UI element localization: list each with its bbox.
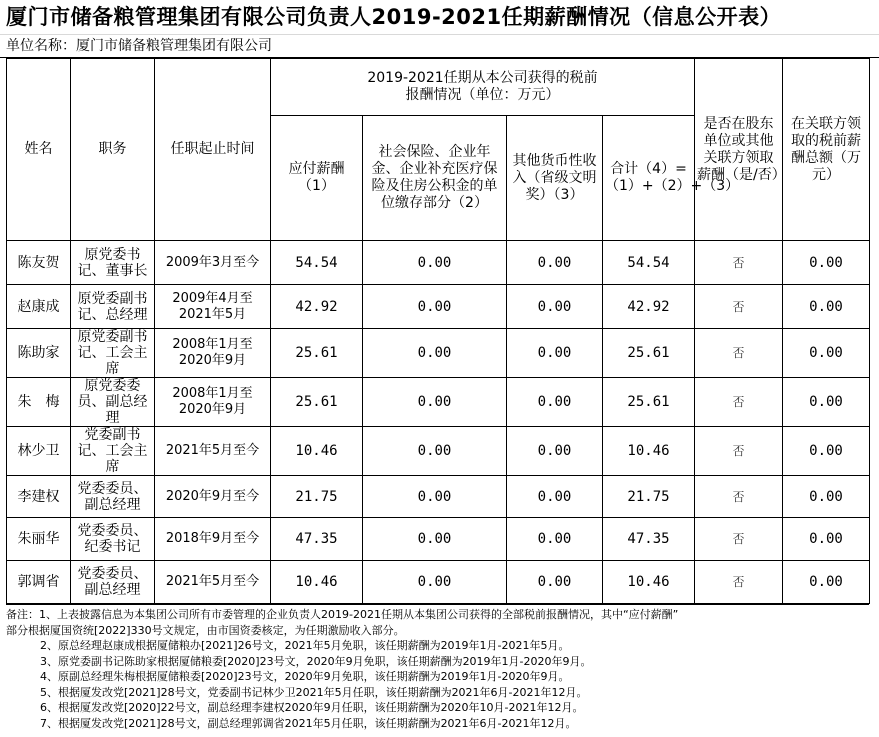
document-title: 厦门市储备粮管理集团有限公司负责人2019-2021任期薪酬情况（信息公开表）: [6, 5, 782, 29]
cell-related-amount: 0.00: [783, 285, 870, 329]
cell-salary: 25.61: [271, 329, 363, 378]
cell-related-flag: 否: [695, 427, 783, 476]
note-line: 5、根据厦发改党[2021]28号文，党委副书记林少卫2021年5月任职，该任期薪酬为2021年6月-2021年12月。: [40, 685, 588, 699]
cell-name: 朱丽华: [7, 518, 71, 561]
cell-social: 0.00: [363, 285, 507, 329]
cell-role: 党委委员、纪委书记: [71, 518, 155, 561]
cell-total: 42.92: [603, 285, 695, 329]
table-row: [7, 378, 870, 427]
cell-related-amount: 0.00: [783, 329, 870, 378]
note-line: 部分根据厦国资统[2022]330号文规定，由市国资委核定，为任期激励收入部分。: [6, 623, 405, 637]
header-social: 社会保险、企业年金、企业补充医疗保险及住房公积金的单位缴存部分（2）: [363, 116, 507, 241]
cell-name: 赵康成: [7, 285, 71, 329]
table-row: [7, 476, 870, 518]
table-row: [7, 427, 870, 476]
cell-social: 0.00: [363, 476, 507, 518]
note-line: 7、根据厦发改党[2021]28号文，副总经理郭调省2021年5月任职，该任期薪酬为2021年6月-2021年12月。: [40, 716, 577, 730]
cell-role: 原党委委员、副总经理: [71, 378, 155, 427]
cell-social: 0.00: [363, 561, 507, 604]
cell-total: 25.61: [603, 378, 695, 427]
note-line: 3、原党委副书记陈助家根据厦储粮委[2020]23号文，2020年9月免职，该任期薪酬为2019年1月-2020年9月。: [40, 654, 592, 668]
header-related-flag: 是否在股东单位或其他关联方领取薪酬（是/否）: [695, 59, 783, 241]
cell-period: 2021年5月至今: [155, 427, 271, 476]
header-related-amount: 在关联方领取的税前薪酬总额（万元）: [783, 59, 870, 241]
cell-salary: 54.54: [271, 241, 363, 285]
cell-total: 10.46: [603, 561, 695, 604]
cell-total: 25.61: [603, 329, 695, 378]
cell-related-amount: 0.00: [783, 378, 870, 427]
cell-name: 朱 梅: [7, 378, 71, 427]
note-line: 2、原总经理赵康成根据厦储粮办[2021]26号文，2021年5月免职，该任期薪酬为2019年1月-2021年5月。: [40, 639, 570, 652]
cell-total: 47.35: [603, 518, 695, 561]
cell-other: 0.00: [507, 476, 603, 518]
cell-salary: 21.75: [271, 476, 363, 518]
note-line: 6、根据厦发改党[2020]22号文，副总经理李建权2020年9月任职，该任期薪酬为2020年10月-2021年12月。: [40, 701, 584, 714]
cell-related-amount: 0.00: [783, 518, 870, 561]
unit-name: 单位名称：厦门市储备粮管理集团有限公司: [0, 34, 879, 58]
cell-social: 0.00: [363, 518, 507, 561]
cell-total: 54.54: [603, 241, 695, 285]
cell-other: 0.00: [507, 378, 603, 427]
header-total: 合计（4）=（1）+（2）+（3）: [603, 116, 695, 241]
cell-related-flag: 否: [695, 561, 783, 604]
cell-salary: 47.35: [271, 518, 363, 561]
cell-period: 2008年1月至2020年9月: [155, 378, 271, 427]
cell-related-flag: 否: [695, 285, 783, 329]
salary-table: [6, 58, 870, 604]
cell-role: 党委委员、副总经理: [71, 561, 155, 604]
header-salary: 应付薪酬（1）: [271, 116, 363, 241]
header-other: 其他货币性收入（省级文明奖）（3）: [507, 116, 603, 241]
cell-related-flag: 否: [695, 241, 783, 285]
header-group: 2019-2021任期从本公司获得的税前报酬情况（单位：万元）: [271, 59, 695, 116]
cell-other: 0.00: [507, 329, 603, 378]
cell-role: 党委副书记、工会主席: [71, 427, 155, 476]
cell-period: 2009年3月至今: [155, 241, 271, 285]
cell-period: 2008年1月至2020年9月: [155, 329, 271, 378]
cell-period: 2009年4月至2021年5月: [155, 285, 271, 329]
cell-role: 原党委书记、董事长: [71, 241, 155, 285]
cell-salary: 25.61: [271, 378, 363, 427]
cell-period: 2020年9月至今: [155, 476, 271, 518]
cell-other: 0.00: [507, 241, 603, 285]
cell-name: 陈助家: [7, 329, 71, 378]
cell-related-flag: 否: [695, 518, 783, 561]
cell-social: 0.00: [363, 241, 507, 285]
cell-role: 原党委副书记、总经理: [71, 285, 155, 329]
cell-role: 原党委副书记、工会主席: [71, 329, 155, 378]
cell-related-amount: 0.00: [783, 241, 870, 285]
header-role: 职务: [71, 59, 155, 241]
cell-social: 0.00: [363, 378, 507, 427]
cell-salary: 10.46: [271, 427, 363, 476]
cell-salary: 42.92: [271, 285, 363, 329]
cell-period: 2021年5月至今: [155, 561, 271, 604]
notes: [6, 604, 869, 731]
cell-related-flag: 否: [695, 329, 783, 378]
note-line: 4、原副总经理朱梅根据厦储粮委[2020]23号文，2020年9月免职，该任期薪酬为2019年1月-2020年9月。: [40, 670, 570, 683]
table-row: [7, 518, 870, 561]
table-row: [7, 241, 870, 285]
cell-social: 0.00: [363, 329, 507, 378]
cell-name: 陈友贺: [7, 241, 71, 285]
cell-other: 0.00: [507, 518, 603, 561]
cell-related-amount: 0.00: [783, 476, 870, 518]
cell-salary: 10.46: [271, 561, 363, 604]
cell-period: 2018年9月至今: [155, 518, 271, 561]
cell-related-flag: 否: [695, 476, 783, 518]
table-row: [7, 561, 870, 604]
cell-social: 0.00: [363, 427, 507, 476]
cell-other: 0.00: [507, 285, 603, 329]
header-name: 姓名: [7, 59, 71, 241]
cell-other: 0.00: [507, 427, 603, 476]
cell-total: 10.46: [603, 427, 695, 476]
cell-name: 郭调省: [7, 561, 71, 604]
table-row: [7, 285, 870, 329]
header-period: 任职起止时间: [155, 59, 271, 241]
cell-other: 0.00: [507, 561, 603, 604]
cell-related-amount: 0.00: [783, 427, 870, 476]
table-row: [7, 329, 870, 378]
note-line: 备注：1、上表披露信息为本集团公司所有市委管理的企业负责人2019-2021任期从本集团公司获得的全部税前报酬情况，其中“应付薪酬”: [6, 608, 679, 621]
cell-related-flag: 否: [695, 378, 783, 427]
cell-related-amount: 0.00: [783, 561, 870, 604]
cell-name: 林少卫: [7, 427, 71, 476]
cell-role: 党委委员、副总经理: [71, 476, 155, 518]
cell-name: 李建权: [7, 476, 71, 518]
cell-total: 21.75: [603, 476, 695, 518]
